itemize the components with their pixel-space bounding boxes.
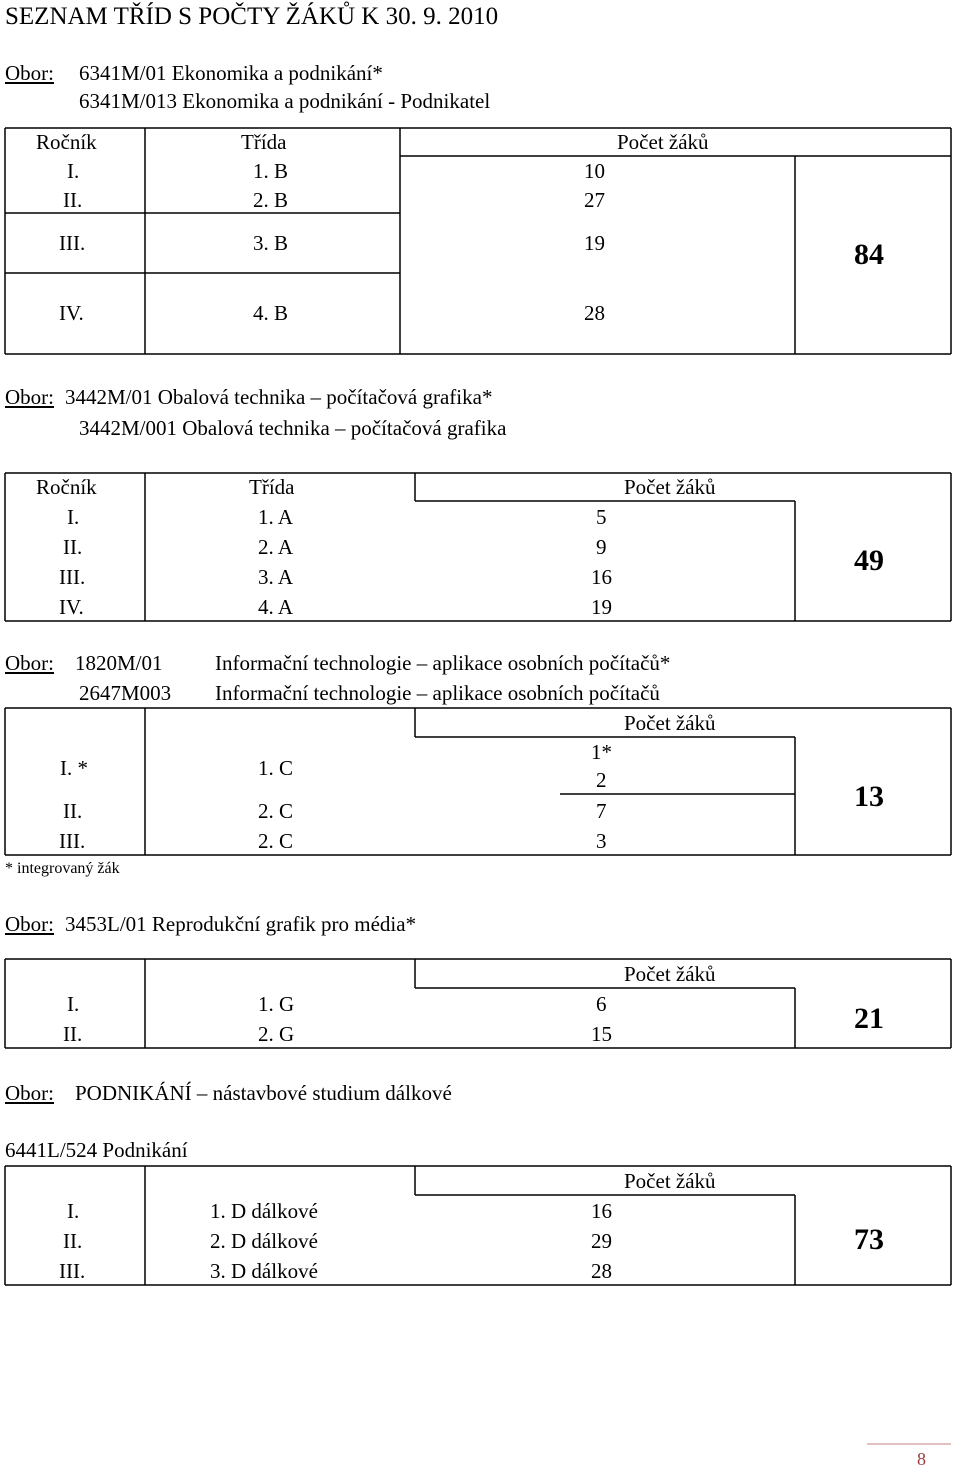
header-trida: Třída [249,475,295,499]
cell-rocnik: II. [63,535,83,559]
obor-label: Obor: [5,61,54,85]
cell-rocnik: I. [67,992,80,1016]
cell-pocet: 19 [584,231,605,255]
cell-trida: 3. B [253,231,289,255]
cell-pocet: 9 [596,535,607,559]
cell-pocet: 16 [591,565,612,589]
obor-line: 3442M/001 Obalová technika – počítačová grafika [79,416,507,440]
cell-pocet: 28 [584,301,605,325]
cell-pocet: 16 [591,1199,612,1223]
obor-name: Informační technologie – aplikace osobních počítačů [215,681,660,705]
obor-code: 1820M/01 [75,651,163,675]
cell-trida: 2. C [258,829,294,853]
cell-trida: 2. D dálkové [210,1229,318,1253]
cell-rocnik: I. [67,159,80,183]
cell-trida: 2. C [258,799,294,823]
header-rocnik: Ročník [36,130,97,154]
total-count: 21 [854,1002,884,1035]
cell-rocnik: III. [59,565,86,589]
cell-trida: 3. A [258,565,294,589]
cell-pocet: 29 [591,1229,612,1253]
cell-rocnik: II. [63,1022,83,1046]
cell-rocnik: II. [63,799,83,823]
header-pocet: Počet žáků [624,962,716,986]
cell-trida: 1. B [253,159,289,183]
obor-line: 6341M/013 Ekonomika a podnikání - Podnikatel [79,89,491,113]
obor-line: 3453L/01 Reprodukční grafik pro média* [65,912,417,936]
header-trida: Třída [241,130,287,154]
obor-label: Obor: [5,912,54,936]
cell-rocnik: III. [59,231,86,255]
cell-rocnik: I. [67,1199,80,1223]
cell-pocet: 15 [591,1022,612,1046]
cell-trida: 3. D dálkové [210,1259,318,1283]
page-number: 8 [917,1449,926,1469]
cell-pocet: 19 [591,595,612,619]
obor-line: PODNIKÁNÍ – nástavbové studium dálkové [75,1081,452,1105]
cell-pocet: 7 [596,799,607,823]
cell-trida: 1. A [258,505,294,529]
cell-trida: 4. B [253,301,289,325]
header-pocet: Počet žáků [624,475,716,499]
document-title: SEZNAM TŘÍD S POČTY ŽÁKŮ K 30. 9. 2010 [5,3,499,30]
header-rocnik: Ročník [36,475,97,499]
cell-rocnik: II. [63,1229,83,1253]
cell-rocnik: IV. [59,301,84,325]
total-count: 73 [854,1223,884,1256]
header-pocet: Počet žáků [624,1169,716,1193]
cell-rocnik: III. [59,829,86,853]
cell-pocet: 6 [596,992,607,1016]
cell-rocnik: III. [59,1259,86,1283]
cell-trida: 4. A [258,595,294,619]
cell-rocnik: I. * [60,756,88,780]
header-pocet: Počet žáků [617,130,709,154]
obor-line: 6341M/01 Ekonomika a podnikání* [79,61,383,85]
cell-pocet: 1* [591,740,612,764]
cell-rocnik: II. [63,188,83,212]
obor-line: 3442M/01 Obalová technika – počítačová grafika* [65,385,493,409]
cell-trida: 2. A [258,535,294,559]
cell-trida: 1. C [258,756,294,780]
cell-rocnik: I. [67,505,80,529]
cell-pocet: 3 [596,829,607,853]
obor-label: Obor: [5,385,54,409]
cell-pocet: 10 [584,159,605,183]
obor-subheading: 6441L/524 Podnikání [5,1138,188,1162]
cell-rocnik: IV. [59,595,84,619]
obor-label: Obor: [5,1081,54,1105]
total-count: 13 [854,780,884,813]
footnote: * integrovaný žák [5,860,120,877]
obor-code: 2647M003 [79,681,172,705]
obor-label: Obor: [5,651,54,675]
cell-trida: 2. B [253,188,289,212]
total-count: 49 [854,544,884,577]
cell-pocet: 28 [591,1259,612,1283]
cell-pocet: 2 [596,768,607,792]
cell-trida: 1. G [258,992,295,1016]
header-pocet: Počet žáků [624,711,716,735]
obor-name: Informační technologie – aplikace osobních počítačů* [215,651,671,675]
cell-pocet: 27 [584,188,605,212]
total-count: 84 [854,238,884,271]
cell-trida: 2. G [258,1022,295,1046]
cell-pocet: 5 [596,505,607,529]
cell-trida: 1. D dálkové [210,1199,318,1223]
